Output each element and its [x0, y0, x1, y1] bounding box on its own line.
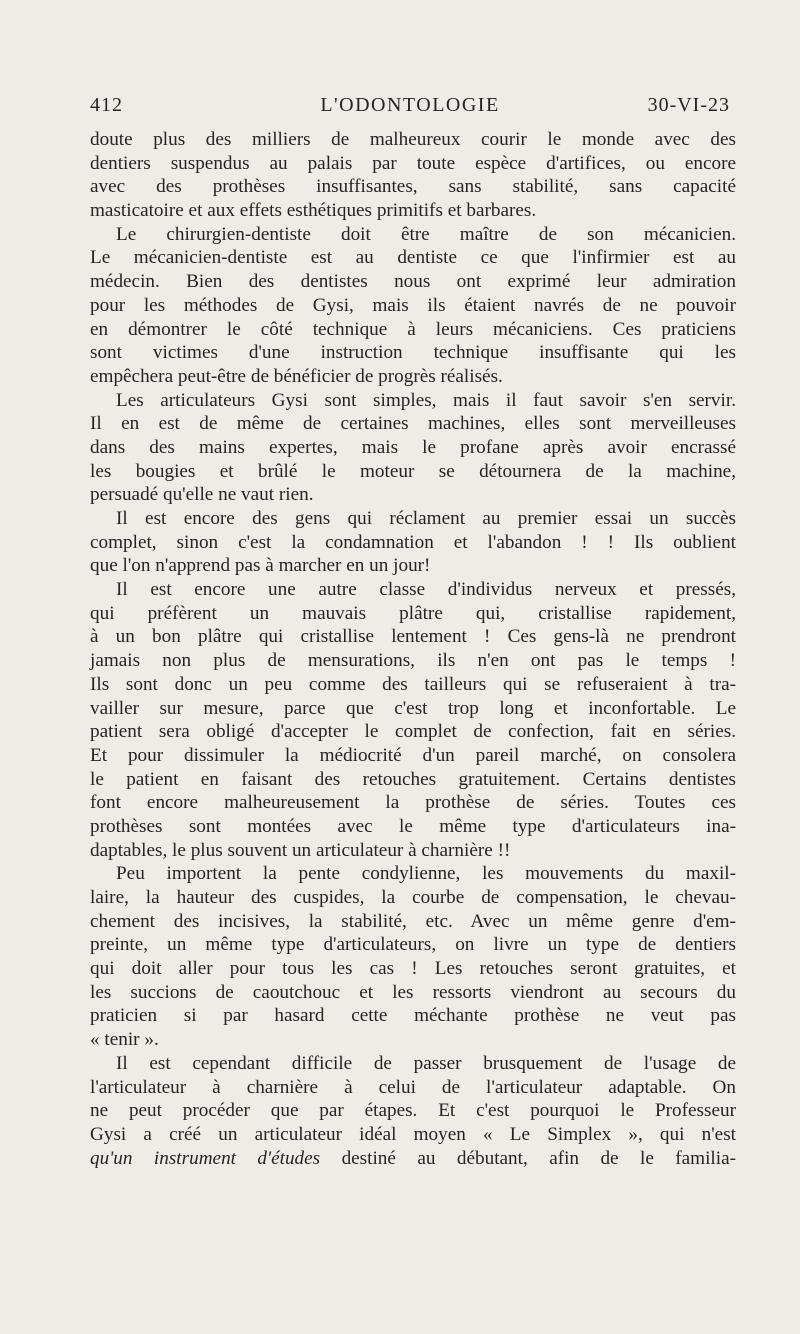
text-line: persuadé qu'elle ne vaut rien.: [90, 484, 314, 506]
text-line: les bougies et brûlé le moteur se détournera de la machine,: [90, 460, 736, 482]
text-line: preinte, un même type d'articulateurs, on livre un type de dentiers: [90, 934, 736, 956]
text-line: sont victimes d'une instruction technique insuffisante qui les: [90, 342, 736, 364]
text-line: avec des prothèses insuffisantes, sans stabilité, sans capacité: [90, 176, 736, 198]
text-line: le patient en faisant des retouches gratuitement. Certains dentistes: [90, 768, 736, 790]
text-line: praticien si par hasard cette méchante prothèse ne veut pas: [90, 1005, 736, 1027]
text-line: doute plus des milliers de malheureux courir le monde avec des: [90, 129, 736, 150]
text-line: Les articulateurs Gysi sont simples, mais il faut savoir s'en servir.: [116, 389, 736, 411]
page-number: 412: [90, 94, 123, 116]
text-line: laire, la hauteur des cuspides, la courbe de compensation, le chevau-: [90, 887, 736, 908]
journal-title: L'ODONTOLOGIE: [320, 94, 500, 116]
line-rest: destiné au débutant, afin de le familia-: [320, 1147, 736, 1169]
issue-date: 30-VI-23: [647, 94, 730, 116]
text-line: en démontrer le côté technique à leurs mécaniciens. Ces praticiens: [90, 318, 736, 340]
text-line: Il est encore une autre classe d'individus nerveux et pressés,: [116, 579, 736, 601]
text-line: chement des incisives, la stabilité, etc. Avec un même genre d'em-: [90, 910, 736, 932]
text-line: prothèses sont montées avec le même type d'articulateurs ina-: [90, 815, 736, 837]
text-line: jamais non plus de mensurations, ils n'en ont pas le temps !: [90, 650, 736, 672]
text-line: Ils sont donc un peu comme des tailleurs qui se refuseraient à tra-: [90, 673, 736, 695]
text-line: Il est encore des gens qui réclament au premier essai un succès: [116, 508, 736, 529]
text-line: Gysi a créé un articulateur idéal moyen « Le Simplex », qui n'est: [90, 1123, 736, 1145]
text-line: les succions de caoutchouc et les ressorts viendront au secours du: [90, 981, 736, 1003]
text-line: Et pour dissimuler la médiocrité d'un pareil marché, on consolera: [90, 744, 736, 766]
text-line: Le mécanicien-dentiste est au dentiste ce que l'infirmier est au: [90, 247, 736, 269]
text-line: Il en est de même de certaines machines, elles sont merveilleuses: [90, 413, 736, 435]
text-line: « tenir ».: [90, 1029, 159, 1051]
text-line: que l'on n'apprend pas à marcher en un jour!: [90, 555, 431, 577]
text-line: l'articulateur à charnière à celui de l'articulateur adaptable. On: [90, 1076, 736, 1098]
text-line: à un bon plâtre qui cristallise lentement ! Ces gens-là ne prendront: [90, 626, 736, 648]
running-header: [90, 94, 730, 120]
text-line: masticatoire et aux effets esthétiques primitifs et barbares.: [90, 200, 537, 222]
text-line: [90, 1147, 736, 1171]
text-line: patient sera obligé d'accepter le complet de confection, fait en séries.: [90, 721, 736, 743]
text-line: Peu importent la pente condylienne, les mouvements du maxil-: [116, 863, 736, 885]
text-line: daptables, le plus souvent un articulateur à charnière !!: [90, 839, 511, 861]
italic-phrase: qu'un instrument d'études: [90, 1147, 321, 1169]
text-line: font encore malheureusement la prothèse de séries. Toutes ces: [90, 792, 736, 814]
body-text: [90, 128, 736, 1170]
text-line: Il est cependant difficile de passer brusquement de l'usage de: [116, 1052, 736, 1074]
text-line: ne peut procéder que par étapes. Et c'est pourquoi le Professeur: [90, 1100, 736, 1122]
text-line: empêchera peut-être de bénéficier de progrès réalisés.: [90, 365, 503, 387]
text-line: vailler sur mesure, parce que c'est trop long et inconfortable. Le: [90, 697, 736, 719]
text-line: dans des mains expertes, mais le profane après avoir encrassé: [90, 436, 736, 458]
text-line: complet, sinon c'est la condamnation et l'abandon ! ! Ils oublient: [90, 531, 736, 553]
text-line: qui doit aller pour tous les cas ! Les retouches seront gratuites, et: [90, 958, 736, 980]
text-line: médecin. Bien des dentistes nous ont exprimé leur admiration: [90, 271, 736, 293]
text-line: Le chirurgien-dentiste doit être maître de son mécanicien.: [116, 223, 736, 245]
text-line: pour les méthodes de Gysi, mais ils étaient navrés de ne pouvoir: [90, 294, 736, 316]
text-line: dentiers suspendus au palais par toute espèce d'artifices, ou encore: [90, 152, 736, 174]
text-line: qui préfèrent un mauvais plâtre qui, cristallise rapidement,: [90, 602, 736, 624]
